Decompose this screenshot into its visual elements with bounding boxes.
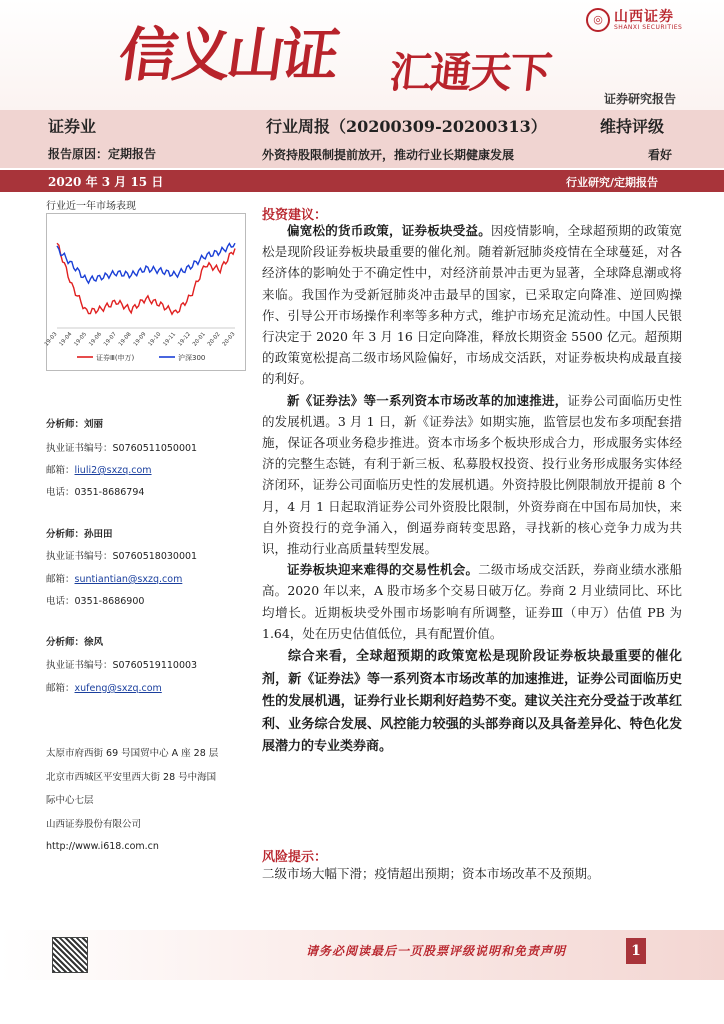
main-body: [262, 220, 682, 759]
rating-label: 维持评级: [600, 117, 665, 136]
chart-x-tick-label: 19-10: [147, 331, 163, 348]
paragraph-4-text: 综合来看，全球超预期的政策宽松是现阶段证券板块最重要的催化剂，新《证券法》等一系列资本市场改革的加速推进，证券公司面临历史性的发展机遇，证券行业长期利好趋势不变。建议关注充分受益于改革红利、业务综合发展、风控能力较强的头部券商以及具备差异化、特色化发展潜力的专业类券商。: [262, 649, 682, 755]
paragraph-2-lead: 新《证券法》等一系列资本市场改革的加速推进，: [287, 392, 568, 408]
logo-name-cn: 山西证券: [614, 9, 674, 25]
analyst-2-name: 分析师：孙田田: [46, 529, 113, 540]
chart-title: 行业近一年市场表现: [46, 201, 136, 212]
chart-x-tick-label: 19-06: [88, 331, 104, 348]
market-performance-chart: [43, 213, 246, 371]
invest-advice-heading: 投资建议：: [262, 208, 328, 223]
chart-x-tick-label: 19-04: [58, 331, 74, 348]
chart-x-tick-label: 19-07: [102, 331, 118, 348]
analyst-2-email: 邮箱：suntiantian@sxzq.com: [46, 574, 183, 585]
risk-heading: 风险提示：: [262, 850, 328, 865]
paragraph-1-text: 因疫情影响，全球超预期的政策宽松是现阶段证券板块最重要的催化剂。随着新冠肺炎疫情在全球蔓延，对各经济体的影响处于不确定性中，对经济前景冲击更为显著，全球降息潮或将来临。我国作为受新冠肺炎冲击最早的国家，已采取定向降准、逆回购操作、引导公开市场操作利率等多种方式，维护市场充足流动性。中国人民银行决定于 2020 年 3 月 16 日定向降准，释放长期资金 5500 亿元。超预期的政策宽松提高二级市场风险偏好，市场成交活跃，对证券板块构成最直接的利好。: [262, 223, 682, 387]
qr-code-icon[interactable]: [52, 937, 88, 973]
analyst-2-cert: 执业证书编号：S0760518030001: [46, 551, 198, 562]
chart-legend-label-2: 沪深300: [178, 354, 206, 362]
company-website[interactable]: http://www.i618.com.cn: [46, 841, 159, 852]
slogan-calligraphy-a: 信义山证: [114, 21, 341, 89]
analyst-1-cert: 执业证书编号：S0760511050001: [46, 443, 198, 454]
analyst-1-email: 邮箱：liuli2@sxzq.com: [46, 465, 152, 476]
footer-disclaimer: 请务必阅读最后一页股票评级说明和免责声明: [306, 944, 567, 958]
chart-x-tick-label: 19-08: [117, 331, 133, 348]
report-category: 行业研究/定期报告: [566, 176, 659, 189]
chart-x-tick-label: 19-03: [43, 331, 59, 348]
company-name: 山西证券股份有限公司: [46, 819, 142, 830]
address-line-3: 际中心七层: [46, 795, 94, 806]
chart-x-tick-label: 20-01: [191, 331, 207, 348]
analyst-2-phone: 电话：0351-8686900: [46, 596, 145, 607]
paragraph-2-text: 证券公司面临历史性的发展机遇。3 月 1 日，新《证券法》如期实施，监管层也发布多项配套措施，保证各项业务稳步推进。资本市场多个板块形成合力，形成服务实体经济的完整生态链，有利于新三板、私募股权投资、投行业务形成服务实体经济闭环，证券公司面临历史性的发展机遇。外资持股比例限制放开提前 8 个月，4 月 1 日起取消证券公司外资股比限制，外资券商在中国布局加快，来自外资投行的竞争涌入，倒逼券商转变思路，寻找新的核心竞争力成为共识，推动行业高质量转型发展。: [262, 392, 682, 557]
company-logo: [586, 6, 706, 36]
chart-svg: [43, 214, 245, 370]
report-subtitle: 外资持股限制提前放开，推动行业长期健康发展: [262, 148, 515, 162]
analyst-3-email-link[interactable]: xufeng@sxzq.com: [74, 683, 162, 694]
chart-x-tick-label: 19-11: [162, 331, 178, 348]
report-date: 2020 年 3 月 15 日: [48, 175, 164, 189]
paragraph-3: [262, 559, 682, 644]
analyst-1-email-link[interactable]: liuli2@sxzq.com: [74, 465, 152, 476]
chart-x-tick-label: 19-09: [132, 331, 148, 348]
report-title: 行业周报（20200309-20200313）: [266, 117, 547, 136]
page-number: 1: [626, 938, 646, 964]
logo-emblem-icon: ◎: [586, 8, 610, 32]
analyst-3-name: 分析师：徐风: [46, 637, 104, 648]
chart-legend-label-1: 证券Ⅲ(申万): [96, 354, 135, 362]
analyst-1-name: 分析师：刘丽: [46, 419, 104, 430]
slogan-calligraphy-b: 汇通天下: [387, 48, 553, 97]
paragraph-3-text: 二级市场成交活跃，券商业绩水涨船高。2020 年以来，A 股市场多个交易日破万亿。券商 2 月业绩同比、环比均增长。近期板块受外围市场影响有所调整，证券Ⅲ（申万）估值 PB 为 1.64，处在历史估值低位，具有配置价值。: [262, 562, 682, 641]
report-reason: 报告原因：定期报告: [48, 147, 157, 161]
address-line-2: 北京市西城区平安里西大街 28 号中海国: [46, 772, 217, 783]
paragraph-2: [262, 390, 682, 560]
analyst-3-email: 邮箱：xufeng@sxzq.com: [46, 683, 162, 694]
analyst-2-email-link[interactable]: suntiantian@sxzq.com: [74, 574, 183, 585]
rating-value: 看好: [648, 148, 673, 162]
chart-x-tick-label: 20-03: [221, 331, 237, 348]
paragraph-3-lead: 证券板块迎来难得的交易性机会。: [287, 562, 479, 578]
analyst-1-phone: 电话：0351-8686794: [46, 487, 145, 498]
risk-text: 二级市场大幅下滑；疫情超出预期；资本市场改革不及预期。: [262, 866, 600, 881]
chart-x-tick-label: 19-12: [177, 331, 193, 348]
analyst-3-cert: 执业证书编号：S0760519110003: [46, 660, 198, 671]
paragraph-4: [262, 646, 682, 759]
chart-x-tick-label: 20-02: [206, 331, 222, 348]
report-type-label: 证券研究报告: [603, 92, 676, 106]
address-line-1: 太原市府西街 69 号国贸中心 A 座 28 层: [46, 748, 219, 759]
paragraph-1-lead: 偏宽松的货币政策，证券板块受益。: [287, 223, 491, 238]
paragraph-1: [262, 220, 682, 390]
logo-name-en: SHANXI SECURITIES: [614, 24, 683, 31]
chart-x-tick-label: 19-05: [73, 331, 89, 348]
industry-label: 证券业: [48, 117, 97, 136]
